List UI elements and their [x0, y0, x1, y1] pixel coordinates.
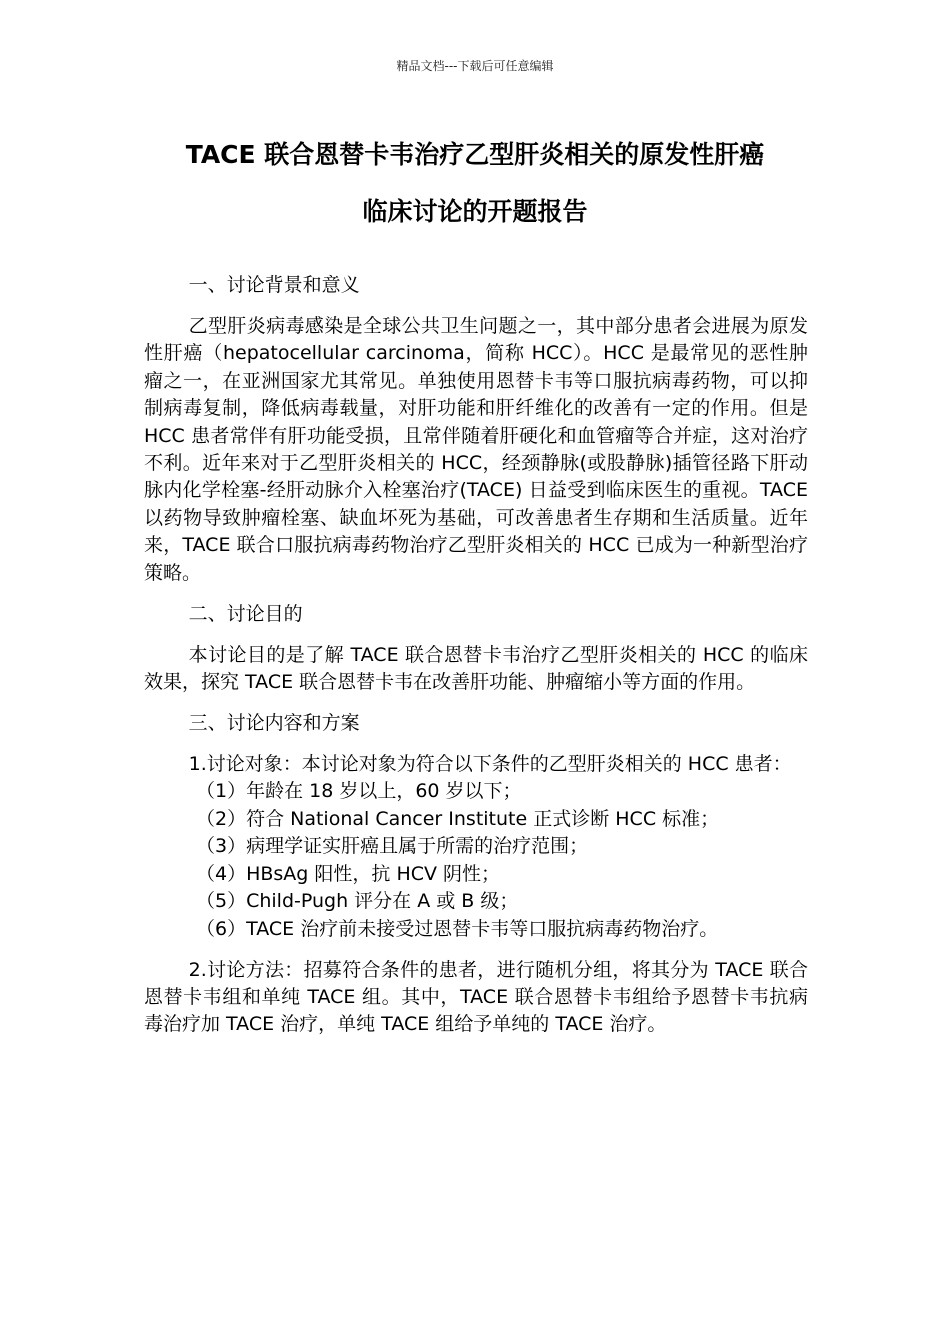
criteria-item: （5）Child-Pugh 评分在 A 或 B 级；	[196, 890, 519, 913]
document-body	[144, 272, 808, 1039]
paragraph-method: 2.讨论方法：招募符合条件的患者，进行随机分组，将其分为 TACE 联合恩替卡韦组和单纯 TACE 组。其中，TACE 联合恩替卡韦组给予恩替卡韦抗病毒治疗加 TACE 治疗，单纯 TACE 组给予单纯的 TACE 治疗。	[144, 958, 808, 1036]
header-note: 精品文档---下载后可任意编辑	[396, 59, 554, 73]
section-heading-content: 三、讨论内容和方案	[188, 712, 360, 735]
paragraph-purpose: 本讨论目的是了解 TACE 联合恩替卡韦治疗乙型肝炎相关的 HCC 的临床效果，探究 TACE 联合恩替卡韦在改善肝功能、肿瘤缩小等方面的作用。	[144, 643, 808, 694]
paragraph-background: 乙型肝炎病毒感染是全球公共卫生问题之一，其中部分患者会进展为原发性肝癌（hepatocellular carcinoma，简称 HCC）。HCC 是最常见的恶性肿瘤之一，在亚洲国家尤其常见。单独使用恩替卡韦等口服抗病毒药物，可以抑制病毒复制，降低病毒载量，对肝功能和肝纤维化的改善有一定的作用。但是 HCC 患者常伴有肝功能受损，且常伴随着肝硬化和血管瘤等合并症，这对治疗不利。近年来对于乙型肝炎相关的 HCC，经颈静脉(或股静脉)插管径路下肝动脉内化学栓塞-经肝动脉介入栓塞治疗(TACE) 日益受到临床医生的重视。TACE 以药物导致肿瘤栓塞、缺血坏死为基础，可改善患者生存期和生活质量。近年来，TACE 联合口服抗病毒药物治疗乙型肝炎相关的 HCC 已成为一种新型治疗策略。	[144, 315, 808, 584]
criteria-item: （3）病理学证实肝癌且属于所需的治疗范围；	[196, 835, 589, 858]
section-heading-background: 一、讨论背景和意义	[188, 274, 360, 296]
document-title-line-1: TACE 联合恩替卡韦治疗乙型肝炎相关的原发性肝癌	[185, 140, 765, 169]
criteria-item: （4）HBsAg 阳性，抗 HCV 阴性；	[196, 862, 501, 885]
criteria-item: （2）符合 National Cancer Institute 正式诊断 HCC 标准；	[196, 807, 720, 830]
criteria-item: （1）年龄在 18 岁以上，60 岁以下；	[196, 780, 522, 803]
section-heading-purpose: 二、讨论目的	[188, 602, 303, 625]
paragraph-subject-intro: 1.讨论对象：本讨论对象为符合以下条件的乙型肝炎相关的 HCC 患者：	[188, 753, 792, 776]
document-title-line-2: 临床讨论的开题报告	[362, 197, 588, 226]
criteria-item: （6）TACE 治疗前未接受过恩替卡韦等口服抗病毒药物治疗。	[196, 917, 719, 940]
